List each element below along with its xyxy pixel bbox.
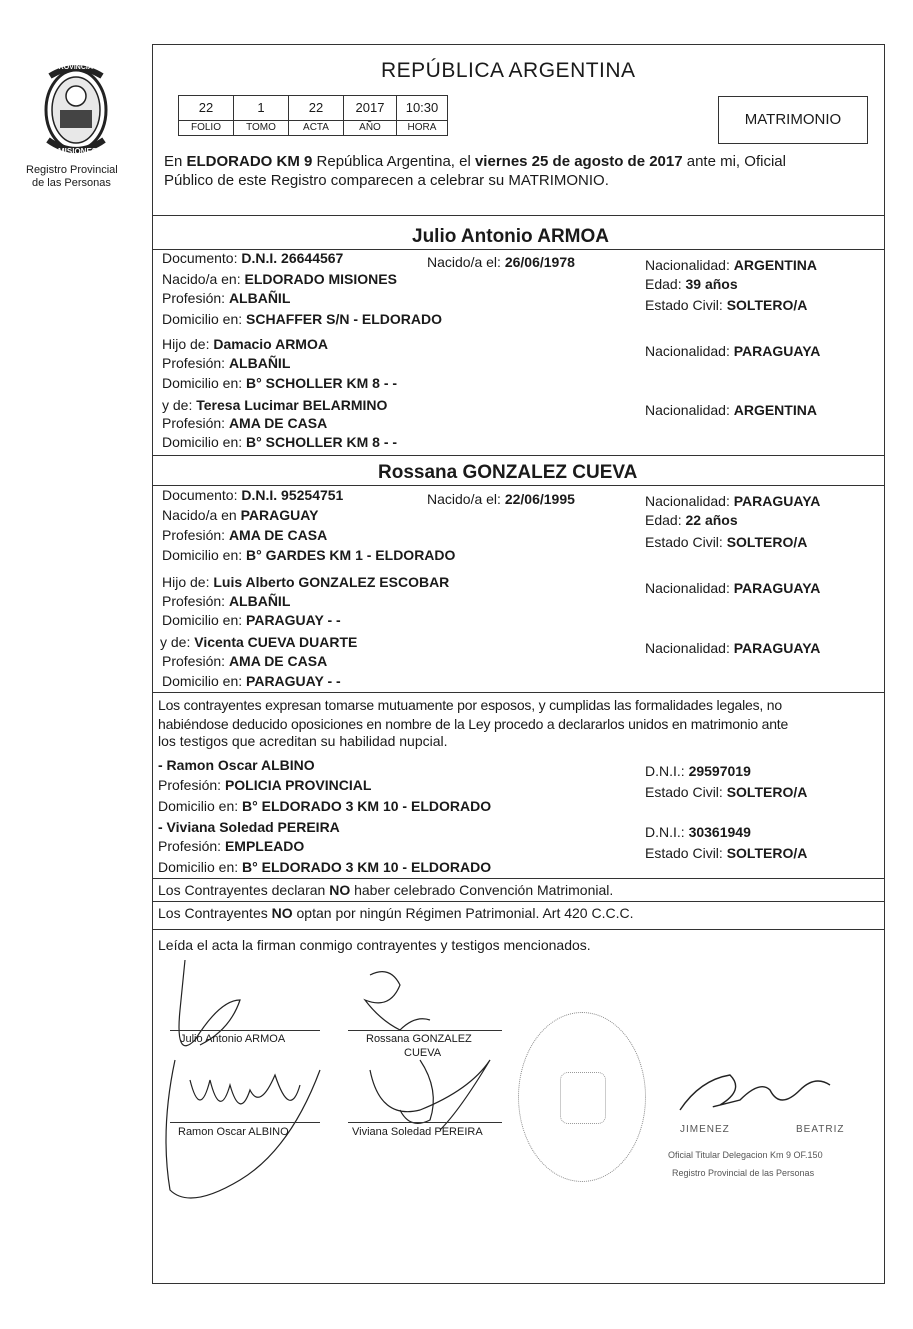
seal-inner-icon	[560, 1072, 606, 1124]
ano-value: 2017	[343, 95, 397, 121]
bride-mother-address: Domicilio en: PARAGUAY - -	[162, 673, 341, 689]
regime-statement: Los Contrayentes NO optan por ningún Régimen Patrimonial. Art 420 C.C.C.	[158, 905, 634, 921]
bride-nationality: Nacionalidad: PARAGUAYA	[645, 493, 821, 509]
official-name-2: BEATRIZ	[796, 1124, 845, 1135]
bride-address: Domicilio en: B° GARDES KM 1 - ELDORADO	[162, 547, 456, 563]
groom-nationality: Nacionalidad: ARGENTINA	[645, 257, 817, 273]
bride-father-profession: Profesión: ALBAÑIL	[162, 593, 291, 609]
witness-2-name: - Viviana Soledad PEREIRA	[158, 819, 340, 835]
witness-2-dni: D.N.I.: 30361949	[645, 824, 751, 840]
groom-address: Domicilio en: SCHAFFER S/N - ELDORADO	[162, 311, 443, 327]
bride-father: Hijo de: Luis Alberto GONZALEZ ESCOBAR	[162, 574, 450, 590]
sig-line-witness2	[348, 1122, 502, 1123]
hora-value: 10:30	[396, 95, 448, 121]
groom-mother-profession: Profesión: AMA DE CASA	[162, 415, 328, 431]
seal-text-top: PROVINCIA DE	[54, 64, 105, 71]
declaration-line-3: los testigos que acreditan su habilidad nupcial.	[158, 733, 448, 749]
divider	[152, 878, 885, 879]
acta-label: ACTA	[288, 120, 344, 136]
acta-value: 22	[288, 95, 344, 121]
witness-2-profession: Profesión: EMPLEADO	[158, 838, 305, 854]
sig-line-groom	[170, 1030, 320, 1031]
registry-name-2: de las Personas	[32, 177, 111, 189]
bride-father-nationality: Nacionalidad: PARAGUAYA	[645, 580, 821, 596]
witness-1-profession: Profesión: POLICIA PROVINCIAL	[158, 777, 372, 793]
groom-father-nationality: Nacionalidad: PARAGUAYA	[645, 343, 821, 359]
seal-text-bottom: MISIONES	[58, 147, 98, 156]
intro-line-1: En ELDORADO KM 9 República Argentina, el viernes 25 de agosto de 2017 ante mi, Oficial	[164, 153, 786, 170]
groom-mother-address: Domicilio en: B° SCHOLLER KM 8 - -	[162, 434, 398, 450]
sig-line-witness1	[170, 1122, 320, 1123]
divider	[152, 901, 885, 902]
closing-statement: Leída el acta la firman conmigo contrayentes y testigos mencionados.	[158, 937, 591, 953]
bride-name: Rossana GONZALEZ CUEVA	[378, 462, 638, 483]
sig-line-bride	[348, 1030, 502, 1031]
tomo-value: 1	[233, 95, 289, 121]
signature-witness-2: Viviana Soledad PEREIRA	[352, 1126, 483, 1138]
divider	[152, 692, 885, 693]
witness-2-address: Domicilio en: B° ELDORADO 3 KM 10 - ELDORADO	[158, 859, 492, 875]
bride-father-address: Domicilio en: PARAGUAY - -	[162, 612, 341, 628]
groom-profession: Profesión: ALBAÑIL	[162, 290, 291, 306]
witness-1-dni: D.N.I.: 29597019	[645, 763, 751, 779]
convention-statement: Los Contrayentes declaran NO haber celebrado Convención Matrimonial.	[158, 882, 614, 898]
page-title: REPÚBLICA ARGENTINA	[381, 59, 636, 82]
bride-mother-profession: Profesión: AMA DE CASA	[162, 653, 328, 669]
bride-doc: Documento: D.N.I. 95254751	[162, 487, 344, 503]
record-type: MATRIMONIO	[744, 111, 842, 128]
witness-2-civil-status: Estado Civil: SOLTERO/A	[645, 845, 808, 861]
folio-value: 22	[178, 95, 234, 121]
groom-doc: Documento: D.N.I. 26644567	[162, 250, 344, 266]
groom-mother: y de: Teresa Lucimar BELARMINO	[162, 397, 388, 413]
groom-born: Nacido/a el: 26/06/1978	[427, 254, 575, 270]
signature-bride-2: CUEVA	[404, 1047, 442, 1059]
hora-label: HORA	[396, 120, 448, 136]
groom-civil-status: Estado Civil: SOLTERO/A	[645, 297, 808, 313]
folio-label: FOLIO	[178, 120, 234, 136]
bride-civil-status: Estado Civil: SOLTERO/A	[645, 534, 808, 550]
bride-mother: y de: Vicenta CUEVA DUARTE	[160, 634, 358, 650]
signature-witness-1: Ramon Oscar ALBINO	[178, 1126, 289, 1138]
ano-label: AÑO	[343, 120, 397, 136]
groom-father: Hijo de: Damacio ARMOA	[162, 336, 328, 352]
divider	[152, 215, 885, 216]
intro-line-2: Público de este Registro comparecen a celebrar su MATRIMONIO.	[164, 172, 609, 189]
official-registry: Registro Provincial de las Personas	[672, 1168, 815, 1178]
signature-bride: Rossana GONZALEZ	[366, 1033, 472, 1045]
groom-father-address: Domicilio en: B° SCHOLLER KM 8 - -	[162, 375, 398, 391]
bride-mother-nationality: Nacionalidad: PARAGUAYA	[645, 640, 821, 656]
groom-mother-nationality: Nacionalidad: ARGENTINA	[645, 402, 817, 418]
declaration-line-2: habiéndose deducido oposiciones en nombre de la Ley procedo a declararlos unidos en matrimonio ante	[158, 716, 789, 732]
groom-name: Julio Antonio ARMOA	[412, 226, 610, 247]
witness-1-name: - Ramon Oscar ALBINO	[158, 757, 315, 773]
declaration-line-1: Los contrayentes expresan tomarse mutuamente por esposos, y cumplidas las formalidades legales, no	[158, 697, 782, 713]
groom-age: Edad: 39 años	[645, 276, 738, 292]
divider	[152, 455, 885, 456]
bride-profession: Profesión: AMA DE CASA	[162, 527, 328, 543]
witness-1-address: Domicilio en: B° ELDORADO 3 KM 10 - ELDORADO	[158, 798, 492, 814]
registry-logo	[30, 62, 122, 162]
registry-name: Registro Provincial	[26, 164, 118, 176]
official-name: JIMENEZ	[680, 1124, 730, 1135]
witness-1-civil-status: Estado Civil: SOLTERO/A	[645, 784, 808, 800]
tomo-label: TOMO	[233, 120, 289, 136]
signature-groom: Julio Antonio ARMOA	[180, 1033, 286, 1045]
divider	[152, 929, 885, 930]
bride-age: Edad: 22 años	[645, 512, 738, 528]
divider	[152, 485, 885, 486]
official-title: Oficial Titular Delegacion Km 9 OF.150	[668, 1150, 823, 1160]
bride-born: Nacido/a el: 22/06/1995	[427, 491, 575, 507]
bride-birthplace: Nacido/a en PARAGUAY	[162, 507, 319, 523]
groom-father-profession: Profesión: ALBAÑIL	[162, 355, 291, 371]
groom-birthplace: Nacido/a en: ELDORADO MISIONES	[162, 271, 397, 287]
record-type-box	[718, 96, 868, 144]
